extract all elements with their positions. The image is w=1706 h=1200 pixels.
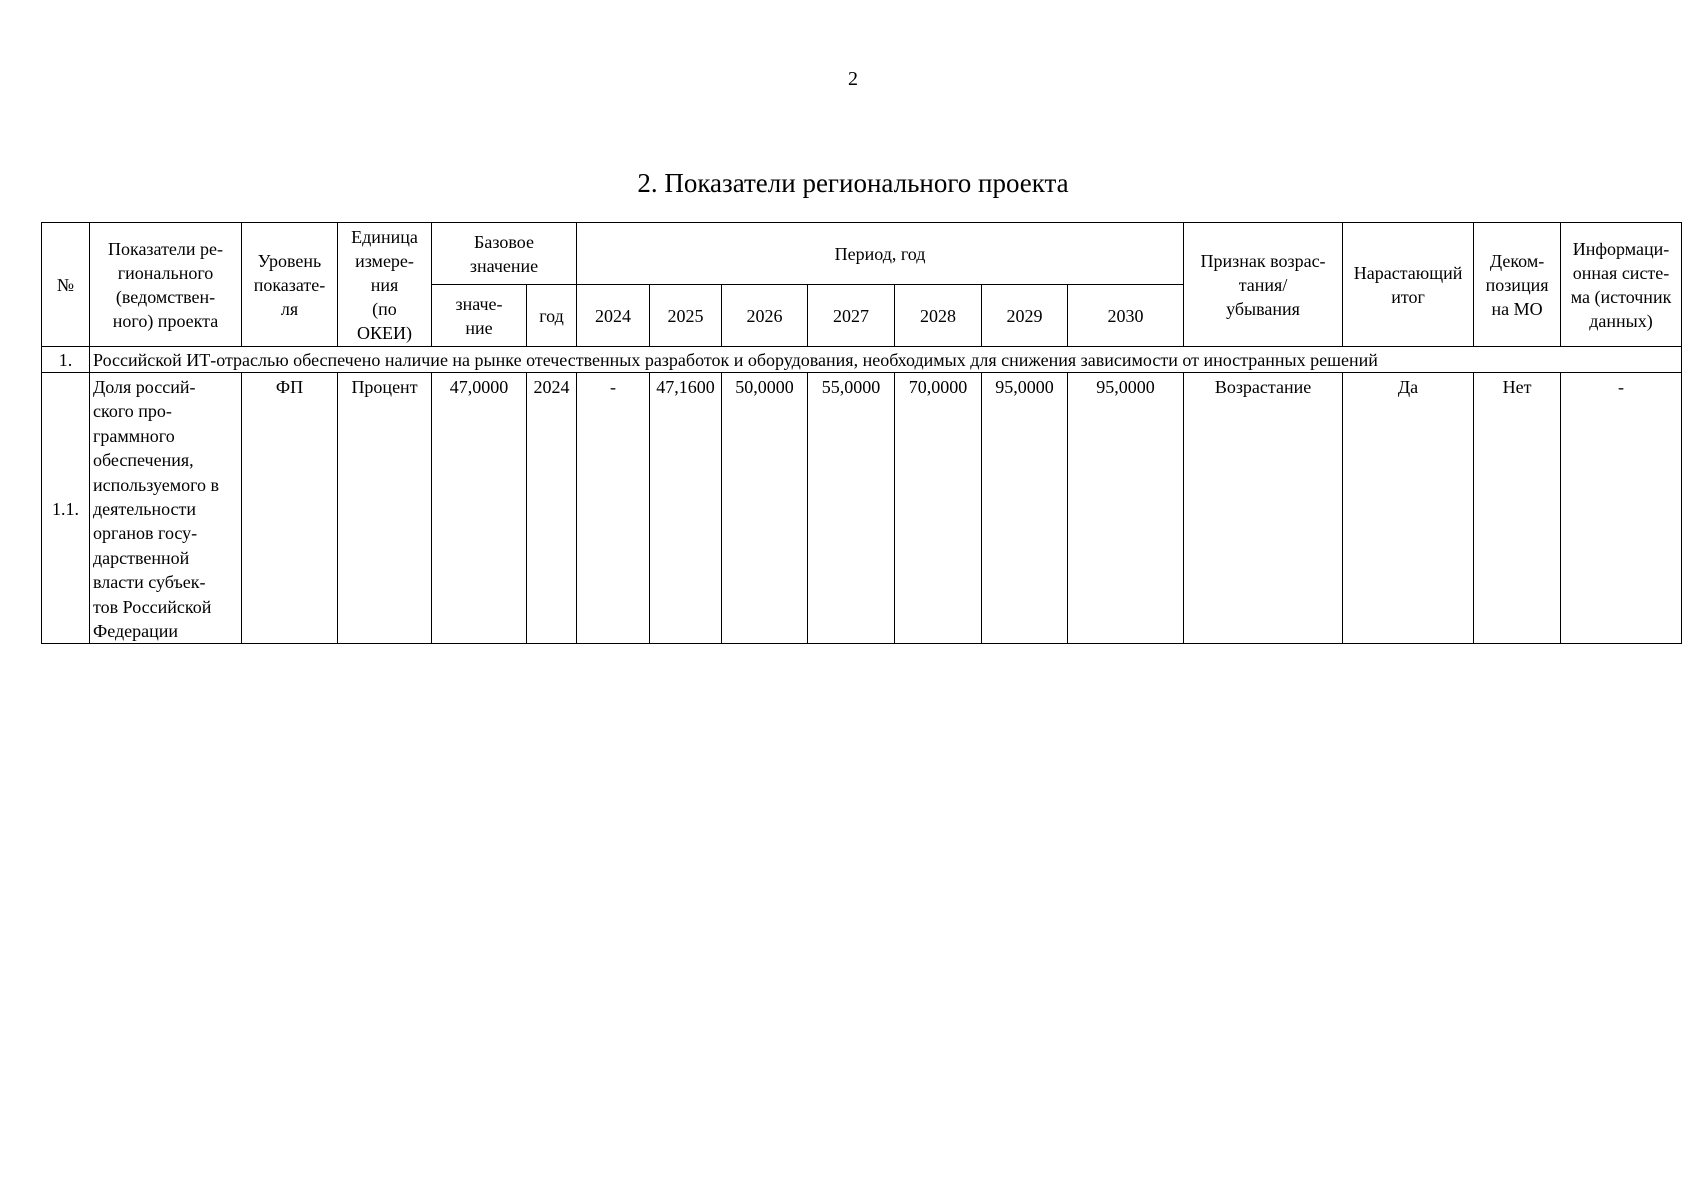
page-title: 2. Показатели регионального проекта [637, 168, 1069, 198]
header-trend [1184, 223, 1343, 347]
row-indicator [90, 373, 242, 644]
row-value-2027: 55,0000 [808, 373, 895, 644]
header-unit [338, 223, 432, 347]
header-decomposition [1474, 223, 1561, 347]
header-base-value [432, 223, 577, 285]
row-unit: Процент [338, 373, 432, 644]
header-cumulative-text: Нарастающий итог [1353, 262, 1463, 307]
header-unit-text: Единица измере- ния (по ОКЕИ) [351, 226, 418, 343]
header-period: Период, год [577, 223, 1184, 285]
section-row [42, 347, 1682, 373]
row-info-system: - [1561, 373, 1682, 644]
header-base-value-value-text: значе- ние [455, 293, 503, 338]
indicators-table [41, 222, 1682, 644]
row-base-year: 2024 [527, 373, 577, 644]
header-cumulative [1343, 223, 1474, 347]
header-year-2028: 2028 [895, 285, 982, 347]
header-year-2030: 2030 [1068, 285, 1184, 347]
section-num: 1. [42, 347, 90, 373]
row-value-2026: 50,0000 [722, 373, 808, 644]
header-info-system-text: Информаци- онная систе- ма (источник данных) [1570, 238, 1672, 331]
header-info-system [1561, 223, 1682, 347]
header-indicator [90, 223, 242, 347]
table-row [42, 373, 1682, 644]
row-value-2029: 95,0000 [982, 373, 1068, 644]
row-level: ФП [242, 373, 338, 644]
row-value-2028: 70,0000 [895, 373, 982, 644]
row-cumulative: Да [1343, 373, 1474, 644]
header-year-2025: 2025 [650, 285, 722, 347]
header-year-2029: 2029 [982, 285, 1068, 347]
header-year-2026: 2026 [722, 285, 808, 347]
header-base-value-year: год [527, 285, 577, 347]
header-base-value-text: Базовое значение [469, 231, 539, 276]
row-base-value: 47,0000 [432, 373, 527, 644]
section-title: Российской ИТ-отраслью обеспечено наличие на рынке отечественных разработок и оборудования, необходимых для снижения зависимости от иностранных решений [90, 347, 1682, 373]
row-trend: Возрастание [1184, 373, 1343, 644]
header-num: № [42, 223, 90, 347]
header-year-2027: 2027 [808, 285, 895, 347]
row-value-2024: - [577, 373, 650, 644]
header-year-2024: 2024 [577, 285, 650, 347]
header-level [242, 223, 338, 347]
row-indicator-text: Доля россий- ского про- граммного обеспечения, используемого в деятельности органов госу- дарственной власти субъек- тов Российской Федерации [93, 377, 220, 642]
row-value-2025: 47,1600 [650, 373, 722, 644]
header-trend-text: Признак возрас- тания/ убывания [1200, 250, 1326, 319]
header-base-value-value [432, 285, 527, 347]
header-row-1 [42, 223, 1682, 285]
row-num: 1.1. [42, 373, 90, 644]
row-value-2030: 95,0000 [1068, 373, 1184, 644]
header-level-text: Уровень показате- ля [253, 250, 326, 319]
header-decomposition-text: Деком- позиция на МО [1485, 250, 1549, 319]
header-indicator-text: Показатели ре- гионального (ведомствен- ного) проекта [107, 238, 224, 331]
row-decomposition: Нет [1474, 373, 1561, 644]
page-number: 2 [848, 68, 858, 90]
